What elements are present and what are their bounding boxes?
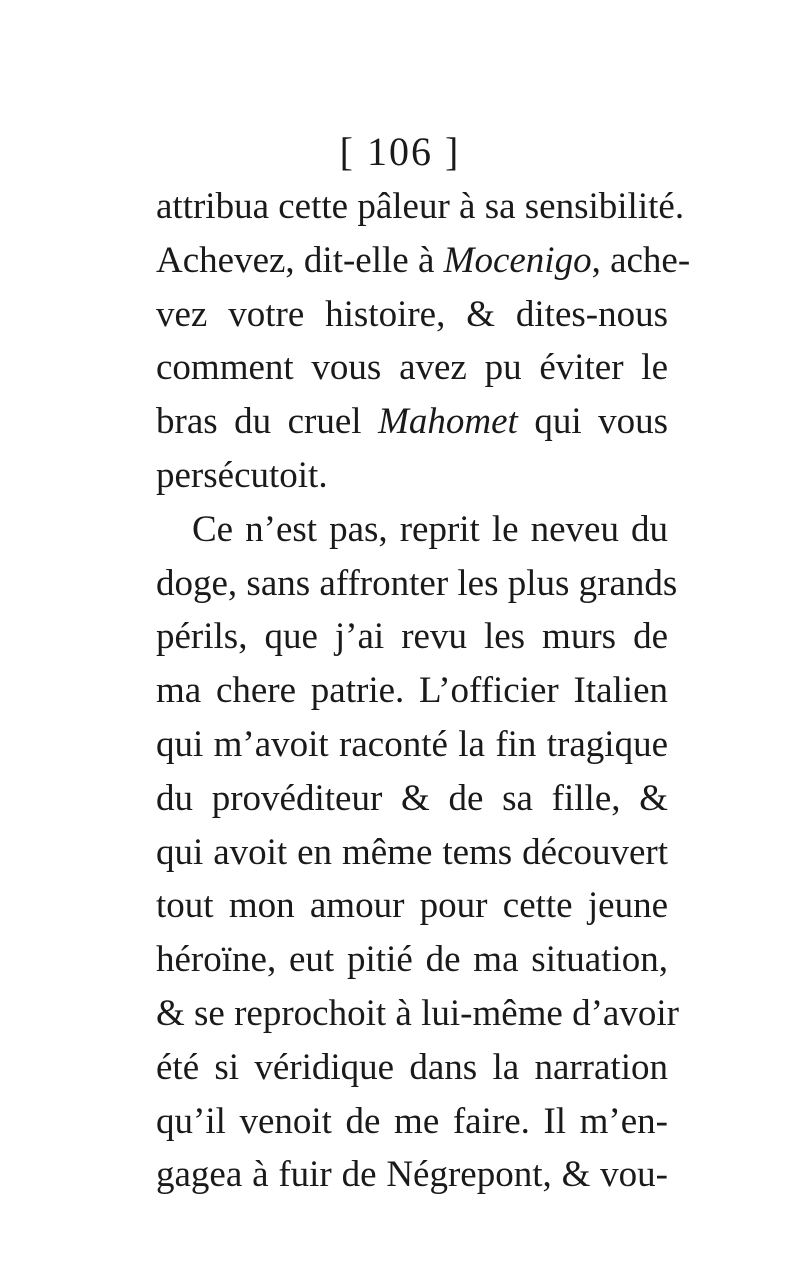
- body-text: [156, 180, 691, 1202]
- text-line: gagea à fuir de Négrepont, & vou-: [156, 1154, 668, 1196]
- text-line: qui avoit en même tems découvert: [156, 831, 668, 873]
- text-line: héroïne, eut pitié de ma situation,: [156, 939, 668, 981]
- text-line: vez votre histoire, & dites-nous: [156, 293, 668, 335]
- text-line: doge, sans affronter les plus grands: [156, 562, 678, 604]
- text-line: tout mon amour pour cette jeune: [156, 885, 668, 927]
- text-line: comment vous avez pu éviter le: [156, 347, 668, 389]
- text-line: été si véridique dans la narration: [156, 1046, 668, 1088]
- text-line: Ce n’est pas, reprit le neveu du: [192, 508, 668, 550]
- page-number: [ 106 ]: [339, 129, 461, 174]
- text-line: Achevez, dit-elle à Mocenigo, ache-: [156, 239, 691, 281]
- text-line: bras du cruel Mahomet qui vous: [156, 401, 668, 443]
- text-line: & se reprochoit à lui-même d’avoir: [156, 992, 679, 1034]
- text-line: du provéditeur & de sa fille, &: [156, 777, 668, 819]
- text-line: qui m’avoit raconté la fin tragique: [156, 723, 668, 765]
- text-line: attribua cette pâleur à sa sensibilité.: [156, 186, 685, 227]
- text-line: persécutoit.: [156, 454, 328, 496]
- text-line: qu’il venoit de me faire. Il m’en-: [156, 1100, 668, 1142]
- text-line: ma chere patrie. L’officier Italien: [156, 670, 668, 712]
- text-line: périls, que j’ai revu les murs de: [156, 616, 668, 658]
